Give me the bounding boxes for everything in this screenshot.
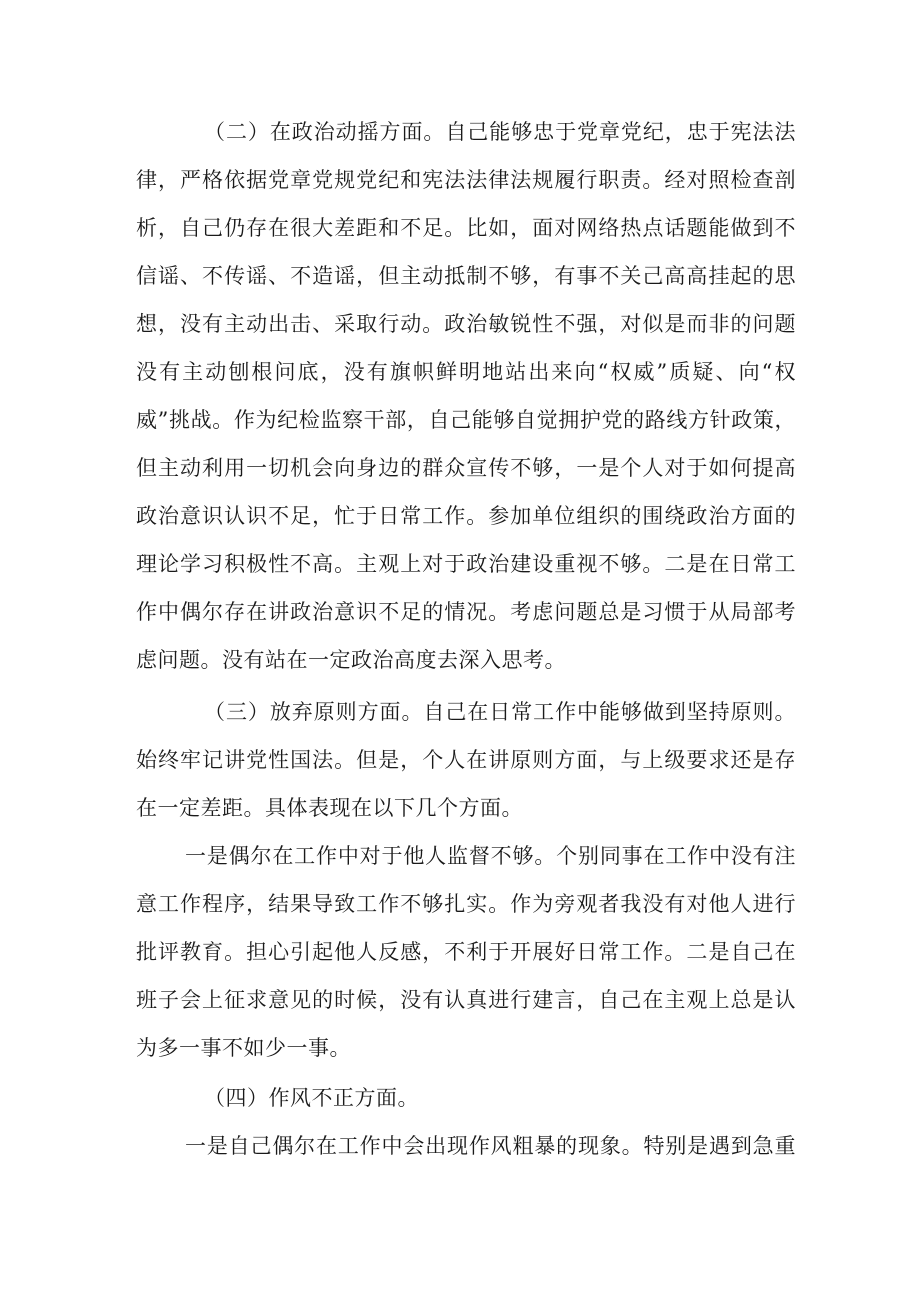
text-line: 虑问题。没有站在一定政治高度去深入思考。	[136, 648, 566, 672]
text-line: 作中偶尔存在讲政治意识不足的情况。考虑问题总是习惯于从局部考	[136, 600, 796, 624]
text-line: 一是偶尔在工作中对于他人监督不够。个别同事在工作中没有注	[185, 844, 796, 868]
section-heading: （四）作风不正方面。	[204, 1086, 419, 1110]
text-line: 批评教育。担心引起他人反感，不利于开展好日常工作。二是自己在	[136, 940, 796, 964]
text-line: 始终牢记讲党性国法。但是，个人在讲原则方面，与上级要求还是存	[136, 748, 796, 772]
text-line: 威”挑战。作为纪检监察干部，自己能够自觉拥护党的路线方针政策，	[136, 408, 796, 432]
text-line: 为多一事不如少一事。	[136, 1036, 351, 1060]
text-line: 一是自己偶尔在工作中会出现作风粗暴的现象。特别是遇到急重	[185, 1134, 796, 1158]
text-line: 理论学习积极性不高。主观上对于政治建设重视不够。二是在日常工	[136, 552, 796, 576]
text-line: 在一定差距。具体表现在以下几个方面。	[136, 796, 523, 820]
text-line: 律，严格依据党章党规党纪和宪法法律法规履行职责。经对照检查剖	[136, 168, 796, 192]
text-line: 政治意识认识不足，忙于日常工作。参加单位组织的围绕政治方面的	[136, 504, 796, 528]
text-line: 没有主动刨根问底，没有旗帜鲜明地站出来向“权威”质疑、向“权	[136, 360, 796, 384]
text-line: 想，没有主动出击、采取行动。政治敏锐性不强，对似是而非的问题	[136, 312, 796, 336]
text-line: 班子会上征求意见的时候，没有认真进行建言，自己在主观上总是认	[136, 988, 796, 1012]
text-line: （三）放弃原则方面。自己在日常工作中能够做到坚持原则。	[204, 700, 796, 724]
text-line: 意工作程序，结果导致工作不够扎实。作为旁观者我没有对他人进行	[136, 892, 796, 916]
text-line: 但主动利用一切机会向身边的群众宣传不够，一是个人对于如何提高	[136, 456, 796, 480]
text-line: 析，自己仍存在很大差距和不足。比如，面对网络热点话题能做到不	[136, 216, 796, 240]
text-line: （二）在政治动摇方面。自己能够忠于党章党纪，忠于宪法法	[204, 120, 796, 144]
text-line: 信谣、不传谣、不造谣，但主动抵制不够，有事不关己高高挂起的思	[136, 264, 796, 288]
